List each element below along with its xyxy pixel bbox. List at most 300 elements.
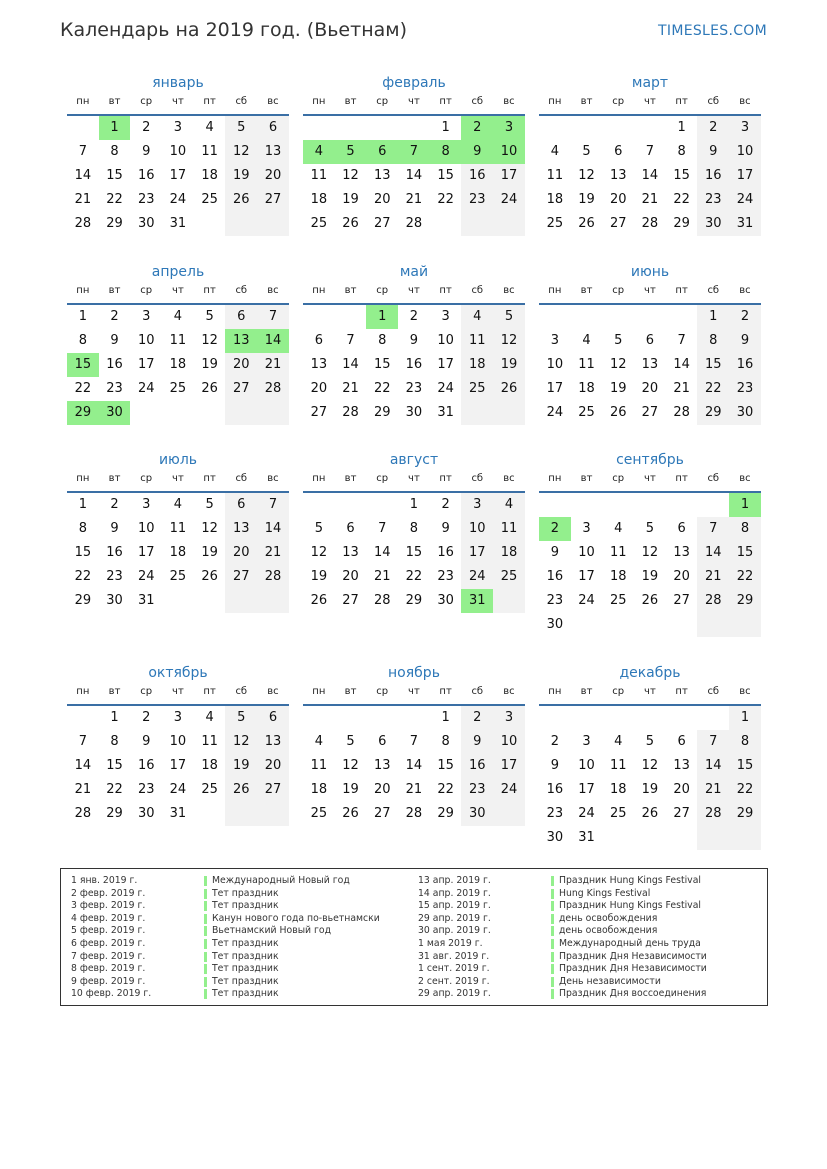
day-cell[interactable]: 8 xyxy=(110,734,119,749)
day-cell[interactable]: 27 xyxy=(673,593,690,608)
day-cell[interactable]: 26 xyxy=(342,216,359,231)
day-cell[interactable]: 29 xyxy=(106,216,123,231)
day-cell[interactable]: 2 xyxy=(461,706,493,730)
day-cell[interactable]: 5 xyxy=(493,305,525,329)
day-cell[interactable]: 27 xyxy=(257,778,289,802)
day-cell[interactable]: 8 xyxy=(378,333,387,348)
day-cell[interactable]: 1 xyxy=(697,305,729,329)
day-cell[interactable]: 13 xyxy=(609,168,627,183)
day-cell[interactable]: 21 xyxy=(697,778,729,802)
day-cell[interactable]: 10 xyxy=(169,734,187,749)
day-cell[interactable]: 28 xyxy=(342,405,359,420)
day-cell[interactable]: 6 xyxy=(225,493,257,517)
day-cell[interactable]: 27 xyxy=(641,405,659,420)
day-cell[interactable]: 14 xyxy=(74,758,92,773)
day-cell[interactable]: 6 xyxy=(314,333,323,348)
day-cell[interactable]: 27 xyxy=(342,593,359,608)
day-cell[interactable]: 14 xyxy=(405,758,423,773)
day-cell[interactable]: 19 xyxy=(225,164,257,188)
day-cell[interactable]: 28 xyxy=(257,377,289,401)
day-cell[interactable]: 21 xyxy=(342,381,359,396)
day-cell[interactable]: 25 xyxy=(169,569,187,584)
day-cell[interactable]: 22 xyxy=(74,569,92,584)
day-cell[interactable]: 10 xyxy=(729,140,761,164)
day-cell[interactable]: 3 xyxy=(493,706,525,730)
day-cell[interactable]: 6 xyxy=(677,734,686,749)
day-cell[interactable]: 21 xyxy=(74,192,92,207)
day-cell[interactable]: 7 xyxy=(346,333,355,348)
day-cell[interactable]: 13 xyxy=(673,545,690,560)
day-cell[interactable]: 7 xyxy=(378,521,387,536)
day-cell[interactable]: 19 xyxy=(641,569,659,584)
day-cell[interactable]: 18 xyxy=(609,782,627,797)
day-cell[interactable]: 30 xyxy=(405,405,423,420)
day-cell[interactable]: 2 xyxy=(550,734,559,749)
day-cell[interactable]: 1 xyxy=(677,120,686,135)
day-cell[interactable]: 10 xyxy=(437,333,454,348)
day-cell[interactable]: 17 xyxy=(493,164,525,188)
day-cell[interactable]: 15 xyxy=(729,541,761,565)
day-cell[interactable]: 14 xyxy=(342,357,359,372)
day-cell[interactable]: 23 xyxy=(106,381,123,396)
day-cell[interactable]: 28 xyxy=(257,565,289,589)
day-cell[interactable]: 24 xyxy=(493,188,525,212)
day-cell[interactable]: 2 xyxy=(729,305,761,329)
day-cell[interactable]: 4 xyxy=(614,734,623,749)
day-cell[interactable]: 13 xyxy=(373,168,391,183)
day-cell[interactable]: 7 xyxy=(677,333,686,348)
holiday-day-cell[interactable]: 13 xyxy=(225,329,257,353)
holiday-day-cell[interactable]: 1 xyxy=(99,116,131,140)
day-cell[interactable]: 25 xyxy=(546,216,564,231)
day-cell[interactable]: 25 xyxy=(310,216,328,231)
day-cell[interactable]: 10 xyxy=(137,333,155,348)
day-cell[interactable]: 2 xyxy=(110,497,119,512)
day-cell[interactable]: 28 xyxy=(74,806,92,821)
day-cell[interactable]: 20 xyxy=(310,381,328,396)
day-cell[interactable]: 17 xyxy=(169,168,187,183)
day-cell[interactable]: 1 xyxy=(110,710,119,725)
day-cell[interactable]: 21 xyxy=(673,381,690,396)
day-cell[interactable]: 2 xyxy=(409,309,419,324)
day-cell[interactable]: 11 xyxy=(461,329,493,353)
day-cell[interactable]: 26 xyxy=(609,405,627,420)
day-cell[interactable]: 8 xyxy=(78,521,87,536)
day-cell[interactable]: 27 xyxy=(373,216,391,231)
day-cell[interactable]: 22 xyxy=(697,377,729,401)
day-cell[interactable]: 19 xyxy=(493,353,525,377)
day-cell[interactable]: 12 xyxy=(342,758,359,773)
day-cell[interactable]: 15 xyxy=(106,168,123,183)
day-cell[interactable]: 20 xyxy=(673,782,690,797)
day-cell[interactable]: 4 xyxy=(173,497,183,512)
day-cell[interactable]: 8 xyxy=(110,144,119,159)
day-cell[interactable]: 3 xyxy=(729,116,761,140)
day-cell[interactable]: 15 xyxy=(673,168,690,183)
day-cell[interactable]: 6 xyxy=(346,521,355,536)
day-cell[interactable]: 17 xyxy=(437,357,454,372)
day-cell[interactable]: 12 xyxy=(225,730,257,754)
day-cell[interactable]: 15 xyxy=(373,357,391,372)
day-cell[interactable]: 7 xyxy=(645,144,655,159)
day-cell[interactable]: 7 xyxy=(697,730,729,754)
day-cell[interactable]: 18 xyxy=(310,782,328,797)
day-cell[interactable]: 29 xyxy=(373,405,391,420)
day-cell[interactable]: 10 xyxy=(137,521,155,536)
holiday-day-cell[interactable]: 2 xyxy=(461,116,493,140)
day-cell[interactable]: 30 xyxy=(546,617,564,632)
day-cell[interactable]: 20 xyxy=(257,164,289,188)
day-cell[interactable]: 30 xyxy=(106,593,123,608)
day-cell[interactable]: 16 xyxy=(546,569,564,584)
day-cell[interactable]: 20 xyxy=(225,353,257,377)
day-cell[interactable]: 20 xyxy=(609,192,627,207)
day-cell[interactable]: 20 xyxy=(225,541,257,565)
day-cell[interactable]: 27 xyxy=(673,806,690,821)
day-cell[interactable]: 8 xyxy=(729,730,761,754)
day-cell[interactable]: 5 xyxy=(225,706,257,730)
day-cell[interactable]: 17 xyxy=(461,541,493,565)
day-cell[interactable]: 14 xyxy=(373,545,391,560)
day-cell[interactable]: 11 xyxy=(546,168,564,183)
day-cell[interactable]: 12 xyxy=(493,329,525,353)
day-cell[interactable]: 29 xyxy=(729,589,761,613)
day-cell[interactable]: 8 xyxy=(677,144,686,159)
day-cell[interactable]: 26 xyxy=(578,216,595,231)
day-cell[interactable]: 9 xyxy=(409,333,419,348)
day-cell[interactable]: 27 xyxy=(609,216,627,231)
day-cell[interactable]: 18 xyxy=(201,168,218,183)
day-cell[interactable]: 10 xyxy=(546,357,564,372)
day-cell[interactable]: 16 xyxy=(461,754,493,778)
day-cell[interactable]: 10 xyxy=(578,545,595,560)
day-cell[interactable]: 10 xyxy=(493,730,525,754)
day-cell[interactable]: 2 xyxy=(142,710,151,725)
day-cell[interactable]: 11 xyxy=(493,517,525,541)
day-cell[interactable]: 3 xyxy=(461,493,493,517)
day-cell[interactable]: 13 xyxy=(373,758,391,773)
day-cell[interactable]: 27 xyxy=(225,377,257,401)
day-cell[interactable]: 28 xyxy=(697,589,729,613)
day-cell[interactable]: 22 xyxy=(74,381,92,396)
day-cell[interactable]: 23 xyxy=(697,188,729,212)
day-cell[interactable]: 3 xyxy=(142,497,151,512)
day-cell[interactable]: 5 xyxy=(645,734,655,749)
day-cell[interactable]: 20 xyxy=(373,192,391,207)
day-cell[interactable]: 14 xyxy=(697,541,729,565)
day-cell[interactable]: 11 xyxy=(310,758,328,773)
day-cell[interactable]: 14 xyxy=(641,168,659,183)
day-cell[interactable]: 30 xyxy=(137,216,155,231)
day-cell[interactable]: 18 xyxy=(609,569,627,584)
day-cell[interactable]: 19 xyxy=(609,381,627,396)
day-cell[interactable]: 4 xyxy=(314,734,323,749)
day-cell[interactable]: 5 xyxy=(205,497,214,512)
day-cell[interactable]: 8 xyxy=(78,333,87,348)
day-cell[interactable]: 25 xyxy=(578,405,595,420)
day-cell[interactable]: 1 xyxy=(441,120,450,135)
holiday-day-cell[interactable]: 6 xyxy=(366,140,398,164)
day-cell[interactable]: 23 xyxy=(137,782,155,797)
day-cell[interactable]: 12 xyxy=(201,521,218,536)
day-cell[interactable]: 4 xyxy=(582,333,591,348)
day-cell[interactable]: 21 xyxy=(641,192,659,207)
holiday-day-cell[interactable]: 31 xyxy=(461,589,493,613)
day-cell[interactable]: 1 xyxy=(441,710,450,725)
day-cell[interactable]: 2 xyxy=(441,497,450,512)
day-cell[interactable]: 17 xyxy=(546,381,564,396)
day-cell[interactable]: 19 xyxy=(201,357,218,372)
day-cell[interactable]: 6 xyxy=(257,706,289,730)
day-cell[interactable]: 11 xyxy=(201,734,218,749)
day-cell[interactable]: 29 xyxy=(405,593,423,608)
day-cell[interactable]: 21 xyxy=(373,569,391,584)
day-cell[interactable]: 21 xyxy=(405,782,423,797)
day-cell[interactable]: 15 xyxy=(729,754,761,778)
day-cell[interactable]: 9 xyxy=(110,333,119,348)
day-cell[interactable]: 18 xyxy=(546,192,564,207)
day-cell[interactable]: 3 xyxy=(173,710,183,725)
day-cell[interactable]: 5 xyxy=(314,521,323,536)
day-cell[interactable]: 12 xyxy=(310,545,328,560)
holiday-day-cell[interactable]: 2 xyxy=(539,517,571,541)
day-cell[interactable]: 17 xyxy=(169,758,187,773)
day-cell[interactable]: 11 xyxy=(169,333,187,348)
day-cell[interactable]: 22 xyxy=(437,192,454,207)
day-cell[interactable]: 25 xyxy=(609,593,627,608)
day-cell[interactable]: 24 xyxy=(578,593,595,608)
day-cell[interactable]: 12 xyxy=(609,357,627,372)
day-cell[interactable]: 10 xyxy=(169,144,187,159)
day-cell[interactable]: 17 xyxy=(137,357,155,372)
day-cell[interactable]: 7 xyxy=(697,517,729,541)
day-cell[interactable]: 7 xyxy=(78,144,87,159)
day-cell[interactable]: 9 xyxy=(729,329,761,353)
day-cell[interactable]: 16 xyxy=(546,782,564,797)
day-cell[interactable]: 29 xyxy=(697,401,729,425)
day-cell[interactable]: 16 xyxy=(137,168,155,183)
day-cell[interactable]: 26 xyxy=(310,593,328,608)
day-cell[interactable]: 25 xyxy=(493,565,525,589)
day-cell[interactable]: 11 xyxy=(578,357,595,372)
day-cell[interactable]: 27 xyxy=(310,405,328,420)
day-cell[interactable]: 8 xyxy=(409,521,419,536)
day-cell[interactable]: 6 xyxy=(614,144,623,159)
day-cell[interactable]: 12 xyxy=(201,333,218,348)
day-cell[interactable]: 1 xyxy=(729,706,761,730)
day-cell[interactable]: 14 xyxy=(405,168,423,183)
day-cell[interactable]: 23 xyxy=(137,192,155,207)
day-cell[interactable]: 18 xyxy=(493,541,525,565)
day-cell[interactable]: 15 xyxy=(74,545,92,560)
day-cell[interactable]: 28 xyxy=(697,802,729,826)
holiday-day-cell[interactable]: 4 xyxy=(303,140,335,164)
day-cell[interactable]: 3 xyxy=(550,333,559,348)
day-cell[interactable]: 28 xyxy=(405,806,423,821)
day-cell[interactable]: 31 xyxy=(729,212,761,236)
day-cell[interactable]: 20 xyxy=(673,569,690,584)
day-cell[interactable]: 25 xyxy=(201,192,218,207)
day-cell[interactable]: 14 xyxy=(697,754,729,778)
day-cell[interactable]: 23 xyxy=(461,778,493,802)
day-cell[interactable]: 25 xyxy=(310,806,328,821)
day-cell[interactable]: 26 xyxy=(641,593,659,608)
day-cell[interactable]: 12 xyxy=(578,168,595,183)
day-cell[interactable]: 5 xyxy=(614,333,623,348)
day-cell[interactable]: 20 xyxy=(373,782,391,797)
day-cell[interactable]: 20 xyxy=(641,381,659,396)
day-cell[interactable]: 16 xyxy=(729,353,761,377)
day-cell[interactable]: 29 xyxy=(729,802,761,826)
day-cell[interactable]: 25 xyxy=(609,806,627,821)
day-cell[interactable]: 22 xyxy=(729,565,761,589)
day-cell[interactable]: 17 xyxy=(578,569,595,584)
day-cell[interactable]: 4 xyxy=(205,710,214,725)
day-cell[interactable]: 26 xyxy=(225,188,257,212)
day-cell[interactable]: 24 xyxy=(169,192,187,207)
day-cell[interactable]: 6 xyxy=(677,521,686,536)
day-cell[interactable]: 5 xyxy=(346,734,355,749)
day-cell[interactable]: 24 xyxy=(546,405,564,420)
day-cell[interactable]: 16 xyxy=(437,545,454,560)
day-cell[interactable]: 30 xyxy=(729,401,761,425)
day-cell[interactable]: 16 xyxy=(461,164,493,188)
day-cell[interactable]: 30 xyxy=(546,830,564,845)
holiday-day-cell[interactable]: 15 xyxy=(67,353,99,377)
day-cell[interactable]: 21 xyxy=(405,192,423,207)
holiday-day-cell[interactable]: 9 xyxy=(461,140,493,164)
day-cell[interactable]: 13 xyxy=(310,357,328,372)
day-cell[interactable]: 22 xyxy=(437,782,454,797)
day-cell[interactable]: 16 xyxy=(697,164,729,188)
day-cell[interactable]: 17 xyxy=(729,164,761,188)
day-cell[interactable]: 9 xyxy=(142,734,151,749)
day-cell[interactable]: 4 xyxy=(461,305,493,329)
day-cell[interactable]: 18 xyxy=(461,353,493,377)
day-cell[interactable]: 28 xyxy=(373,593,391,608)
day-cell[interactable]: 18 xyxy=(201,758,218,773)
day-cell[interactable]: 4 xyxy=(173,309,183,324)
day-cell[interactable]: 27 xyxy=(257,188,289,212)
day-cell[interactable]: 22 xyxy=(405,569,423,584)
day-cell[interactable]: 29 xyxy=(74,593,92,608)
day-cell[interactable]: 21 xyxy=(257,353,289,377)
day-cell[interactable]: 5 xyxy=(225,116,257,140)
day-cell[interactable]: 7 xyxy=(257,305,289,329)
day-cell[interactable]: 7 xyxy=(257,493,289,517)
holiday-day-cell[interactable]: 7 xyxy=(398,140,430,164)
day-cell[interactable]: 24 xyxy=(169,782,187,797)
day-cell[interactable]: 26 xyxy=(201,381,218,396)
day-cell[interactable]: 3 xyxy=(173,120,183,135)
day-cell[interactable]: 22 xyxy=(106,782,123,797)
day-cell[interactable]: 15 xyxy=(697,353,729,377)
day-cell[interactable]: 16 xyxy=(137,758,155,773)
day-cell[interactable]: 26 xyxy=(225,778,257,802)
day-cell[interactable]: 3 xyxy=(582,734,591,749)
day-cell[interactable]: 10 xyxy=(461,517,493,541)
day-cell[interactable]: 14 xyxy=(257,517,289,541)
day-cell[interactable]: 28 xyxy=(74,216,92,231)
brand-link[interactable]: TIMESLES.COM xyxy=(658,23,767,39)
day-cell[interactable]: 31 xyxy=(169,806,187,821)
day-cell[interactable]: 23 xyxy=(437,569,454,584)
day-cell[interactable]: 5 xyxy=(645,521,655,536)
day-cell[interactable]: 23 xyxy=(546,806,564,821)
day-cell[interactable]: 1 xyxy=(409,497,419,512)
day-cell[interactable]: 11 xyxy=(310,168,328,183)
day-cell[interactable]: 13 xyxy=(257,730,289,754)
day-cell[interactable]: 22 xyxy=(729,778,761,802)
day-cell[interactable]: 13 xyxy=(225,517,257,541)
day-cell[interactable]: 9 xyxy=(697,140,729,164)
day-cell[interactable]: 26 xyxy=(342,806,359,821)
day-cell[interactable]: 16 xyxy=(106,545,123,560)
day-cell[interactable]: 21 xyxy=(697,565,729,589)
day-cell[interactable]: 28 xyxy=(405,216,423,231)
day-cell[interactable]: 25 xyxy=(201,782,218,797)
day-cell[interactable]: 7 xyxy=(78,734,87,749)
day-cell[interactable]: 5 xyxy=(205,309,214,324)
day-cell[interactable]: 5 xyxy=(582,144,591,159)
day-cell[interactable]: 9 xyxy=(110,521,119,536)
day-cell[interactable]: 19 xyxy=(578,192,595,207)
day-cell[interactable]: 2 xyxy=(110,309,119,324)
day-cell[interactable]: 23 xyxy=(405,381,423,396)
day-cell[interactable]: 1 xyxy=(78,497,87,512)
holiday-day-cell[interactable]: 30 xyxy=(99,401,131,425)
day-cell[interactable]: 23 xyxy=(461,188,493,212)
day-cell[interactable]: 20 xyxy=(257,754,289,778)
day-cell[interactable]: 19 xyxy=(342,782,359,797)
day-cell[interactable]: 28 xyxy=(673,405,690,420)
day-cell[interactable]: 6 xyxy=(225,305,257,329)
holiday-day-cell[interactable]: 3 xyxy=(493,116,525,140)
day-cell[interactable]: 6 xyxy=(378,734,387,749)
day-cell[interactable]: 12 xyxy=(641,758,659,773)
day-cell[interactable]: 30 xyxy=(137,806,155,821)
day-cell[interactable]: 13 xyxy=(257,140,289,164)
day-cell[interactable]: 17 xyxy=(137,545,155,560)
day-cell[interactable]: 9 xyxy=(461,730,493,754)
day-cell[interactable]: 2 xyxy=(142,120,151,135)
day-cell[interactable]: 12 xyxy=(342,168,359,183)
day-cell[interactable]: 30 xyxy=(461,802,493,826)
day-cell[interactable]: 8 xyxy=(441,734,450,749)
day-cell[interactable]: 24 xyxy=(493,778,525,802)
day-cell[interactable]: 13 xyxy=(641,357,659,372)
day-cell[interactable]: 3 xyxy=(441,309,450,324)
day-cell[interactable]: 14 xyxy=(673,357,690,372)
day-cell[interactable]: 18 xyxy=(169,357,187,372)
day-cell[interactable]: 22 xyxy=(673,192,690,207)
day-cell[interactable]: 24 xyxy=(461,565,493,589)
day-cell[interactable]: 4 xyxy=(614,521,623,536)
day-cell[interactable]: 9 xyxy=(142,144,151,159)
day-cell[interactable]: 29 xyxy=(673,216,690,231)
day-cell[interactable]: 29 xyxy=(437,806,454,821)
day-cell[interactable]: 26 xyxy=(201,569,218,584)
holiday-day-cell[interactable]: 8 xyxy=(430,140,462,164)
day-cell[interactable]: 19 xyxy=(310,569,328,584)
day-cell[interactable]: 15 xyxy=(405,545,423,560)
day-cell[interactable]: 18 xyxy=(578,381,595,396)
day-cell[interactable]: 9 xyxy=(550,758,559,773)
day-cell[interactable]: 9 xyxy=(441,521,450,536)
day-cell[interactable]: 12 xyxy=(641,545,659,560)
day-cell[interactable]: 11 xyxy=(609,758,627,773)
day-cell[interactable]: 19 xyxy=(225,754,257,778)
